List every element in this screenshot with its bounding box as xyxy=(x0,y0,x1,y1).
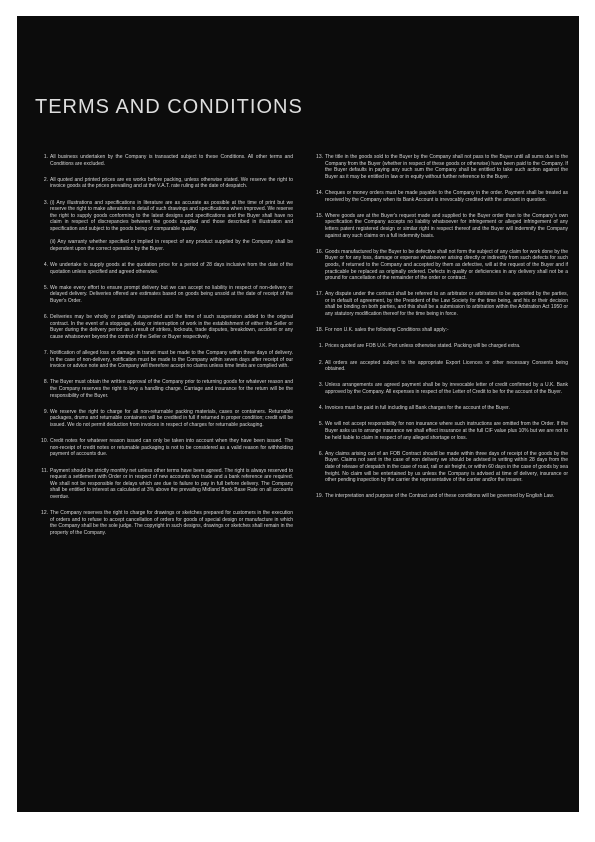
clause-number: 16. xyxy=(316,248,323,255)
clause-text: Any dispute under the contract shall be referred to an arbitrator or arbitrators to be appointed by the parties, or in default of agreement, by the President of the Law Society for the time being, and his or their decision shall be binding on both parties, and this shall be a submission to arbitration within the Arbitration Act 1950 or any statutory modification thereof for the time being in force. xyxy=(325,291,568,318)
clause-text: Where goods are at the Buyer's request made and supplied to the Buyer order than to the Company's own specification the Company accepts no liability whatsoever for infringement or alleged infringement of any letters patent registered design or similar right in respect thereof and the Buyer will indemnify the Company against any such claims on a full indemnity basis. xyxy=(325,212,568,239)
clause-number: 2. xyxy=(43,176,48,183)
clause-text: All business undertaken by the Company is transacted subject to these Conditions. All other terms and Conditions are excluded. xyxy=(50,154,293,167)
clause-item xyxy=(35,350,293,370)
clause-number: 13. xyxy=(316,154,323,160)
clause-item xyxy=(35,468,293,501)
terms-sheet xyxy=(17,16,579,812)
clause-text: For non U.K. sales the following Conditions shall apply:- xyxy=(325,327,449,334)
clause-item xyxy=(310,382,568,395)
clause-text: The interpretation and purpose of the Contract and of these conditions will be governed by English Law. xyxy=(325,493,555,500)
clause-text: We undertake to supply goods at the quotation price for a period of 28 days inclusive from the date of the quotation unless specified and agreed otherwise. xyxy=(50,261,293,275)
clause-item xyxy=(35,379,293,399)
clause-item xyxy=(310,249,568,282)
clause-item xyxy=(310,190,568,203)
clause-item xyxy=(35,438,293,458)
clause-number: 18. xyxy=(316,327,323,334)
clause-item xyxy=(310,213,568,239)
clause-number: 4. xyxy=(318,405,323,412)
clause-item xyxy=(310,291,568,317)
clause-text: Payment should be strictly monthly net unless other terms have been agreed. The right is always reserved to request a settlement with Order or in respect of new accounts two trade and a bank reference are required. We shall not be responsible for delays which are due to failure to pay in full before delivery. The Company shall be entitled to interest as calculated at 3% above the prevailing Midland Bank Base Rate on all accounts overdue. xyxy=(50,467,293,500)
clause-item xyxy=(35,409,293,429)
clause-text: Invoices must be paid in full including all Bank charges for the account of the Buyer. xyxy=(325,405,510,412)
clause-number: 5. xyxy=(43,284,48,291)
clause-item xyxy=(35,314,293,340)
clause-text: We reserve the right to charge for all non-returnable packing materials, cases or containers. Returnable packages, drums and returnable containers will be credited in full if returned in proper condition; credit will be issued. We do not permit deduction from invoices in respect of charges for returnable packaging. xyxy=(50,408,293,428)
clause-number: 19. xyxy=(316,493,323,500)
clause-number: 15. xyxy=(316,212,323,219)
clause-text: Goods manufactured by the Buyer to be defective shall not form the subject of any claim for work done by the Buyer or for any loss, damage or expense whatsoever arising directly or indirectly from such defects for such goods, if returned to the Company and accepted by them as defective, will at the request of the Buyer and if practicable be replaced as originally ordered. Defects in quality or deficiencies in any delivery shall not be a ground for cancellation of the remainder of the order or contract. xyxy=(325,248,568,282)
clause-text: All orders are accepted subject to the appropriate Export Licences or other necessary Consents being obtained. xyxy=(325,359,568,373)
clause-number: 10. xyxy=(41,438,48,445)
clause-text: Cheques or money orders must be made payable to the Company in the order. Payment shall be treated as received by the Company when its Bank Account is irrevocably credited with the amount in question. xyxy=(325,189,568,203)
clause-text: We make every effort to ensure prompt delivery but we can accept no liability in respect of non-delivery or delayed delivery. Deliveries offered are estimates based on goods being unsold at the date of receipt of the Buyer's Order. xyxy=(50,284,293,304)
clause-number: 4. xyxy=(43,261,48,268)
clause-number: 1. xyxy=(43,154,48,160)
clause-number: 1. xyxy=(318,343,323,350)
clause-text: (ii) Any warranty whether specified or implied in respect of any product supplied by the Company shall be dependent upon the correct operation by the Buyer. xyxy=(50,239,293,252)
clause-text: Notification of alleged loss or damage in transit must be made to the Company within three days of delivery. In the case of non-delivery, notification must be made to the Company within seven days after receipt of our invoice or advice note and the Company will therefore accept no claims unless time limits are complied with. xyxy=(50,350,293,370)
clause-number: 6. xyxy=(318,450,323,457)
clause-text: The Company reserves the right to charge for drawings or sketches prepared for customers in the execution of orders and to refuse to accept cancellation of orders for goods of special design or manufacture in which the Company shall be the sole judge. The copyright in such designs, drawings or sketches shall remain in the property of the Company. xyxy=(50,510,293,536)
clause-number: 5. xyxy=(318,421,323,428)
clause-item xyxy=(310,493,568,500)
clause-text: Prices quoted are FOB U.K. Port unless otherwise stated. Packing will be charged extra. xyxy=(325,343,521,350)
clause-number: 17. xyxy=(316,291,323,298)
clause-text: The Buyer must obtain the written approval of the Company prior to returning goods for whatever reason and the Company reserves the right to levy a handling charge. Carriage and insurance for the return will be the responsibility of the Buyer. xyxy=(50,379,293,399)
clause-number: 9. xyxy=(43,408,48,415)
clause-item xyxy=(310,327,568,334)
clause-number: 14. xyxy=(316,189,323,196)
clause-text: Deliveries may be wholly or partially suspended and the time of such suspension added to the original contract. In the event of a stoppage, delay or interruption of work in the establishment of either the Seller or Buyer during the delivery period as a result of strikes, lockouts, trade disputes, breakdown, accident or any cause whatsoever beyond the control of the Seller or Buyer respectively. xyxy=(50,314,293,340)
clause-item xyxy=(35,262,293,275)
clause-item xyxy=(310,421,568,441)
clause-item xyxy=(35,154,293,167)
clause-item xyxy=(310,343,568,350)
clause-item xyxy=(310,154,568,180)
clause-item xyxy=(310,451,568,484)
left-column xyxy=(35,154,293,546)
right-column xyxy=(310,154,568,510)
clause-number: 2. xyxy=(318,359,323,366)
clause-text: (i) Any illustrations and specifications in literature are as accurate as possible at the time of print but we reserve the right to make alterations in detail of such drawings and specifications when improved. We reserve the right to supply goods conforming to the latest designs and specifications and the Buyer shall have no claim in respect of discrepancies between the goods supplied and those described in illustration and specification and subject to the goods being of comparable quality. xyxy=(50,199,293,232)
clause-item xyxy=(35,510,293,536)
clause-text: All quoted and printed prices are ex works before packing, unless otherwise stated. We reserve the right to invoice goods at the prices prevailing and at the V.A.T. rate ruling at the date of despatch. xyxy=(50,176,293,190)
clause-text: Any claims arising out of an FOB Contract should be made within three days of receipt of the goods by the Buyer. Claims not sent in the case of non delivery we should be advised in writing within 28 days from the date of release of despatch in the case of road, rail or air freight, or within 60 days in the case of goods by sea freight. No claim will be entertained by us unless the Company is advised at time of delivery, insurance or other pending inspection by the carrier the representative of the carrier and/or the insurer. xyxy=(325,450,568,484)
clause-item xyxy=(35,200,293,253)
clause-number: 11. xyxy=(41,467,48,474)
clause-number: 8. xyxy=(43,379,48,386)
page-title: TERMS AND CONDITIONS xyxy=(35,96,303,118)
clause-number: 6. xyxy=(43,314,48,321)
clause-item xyxy=(35,177,293,190)
clause-text: Unless arrangements are agreed payment shall be by irrevocable letter of credit confirmed by a U.K. Bank approved by the Company. All expenses in respect of the Letter of Credit to be for the account of the Buyer. xyxy=(325,382,568,395)
clause-item xyxy=(310,405,568,412)
clause-item xyxy=(35,285,293,305)
clause-number: 3. xyxy=(43,199,48,206)
clause-item xyxy=(310,360,568,373)
clause-text: We will not accept responsibility for non insurance where such instructions are omitted from the Order. If the Buyer asks us to arrange insurance we shall effect insurance at the full CIF value plus 10% but we are not to be held liable to claim in respect of any alleged shortage or loss. xyxy=(325,421,568,441)
clause-text: Credit notes for whatever reason issued can only be taken into account when they have been issued. The non-receipt of credit notes or returnable packaging is not to be considered as a valid reason for withholding payment of accounts due. xyxy=(50,438,293,458)
clause-number: 3. xyxy=(318,382,323,389)
clause-text: The title in the goods sold to the Buyer by the Company shall not pass to the Buyer until all sums due to the Company from the Buyer (whether in respect of these goods or otherwise) have been paid to the Company. If the Buyer defaults in paying any such sum the Company shall be entitled to take such action against the Buyer as it may be entitled in law or in equity without further reference to the Buyer. xyxy=(325,154,568,180)
clause-number: 12. xyxy=(41,510,48,517)
clause-number: 7. xyxy=(43,350,48,357)
